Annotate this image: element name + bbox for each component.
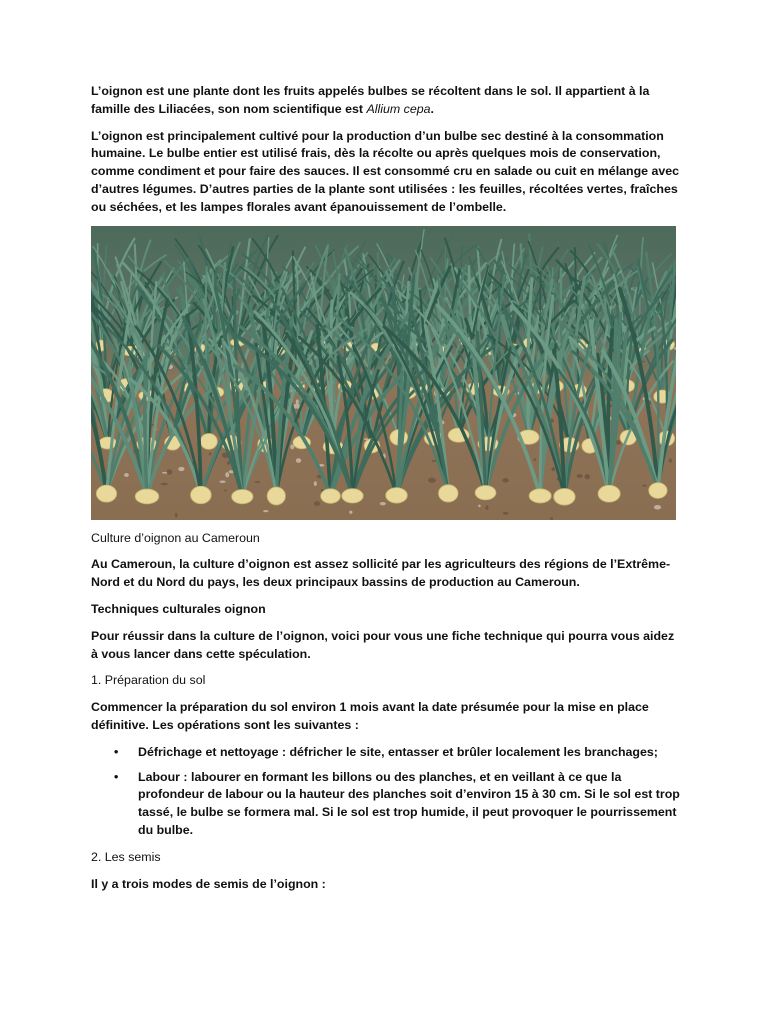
- onion-bulb: [232, 489, 253, 503]
- pebble: [167, 469, 173, 474]
- cameroun-paragraph: Au Cameroun, la culture d’oignon est assez sollicité par les agriculteurs des régions de l’Extrême-Nord et du Nord du pays, les deux principaux bassins de production au Cameroun.: [91, 557, 671, 590]
- onion-field-photo: [91, 226, 676, 520]
- bullet-text: Labour : labourer en formant les billons ou des planches, et en veillant à ce que la profondeur de labour ou la hauteur des planches soit d’environ 15 à 30 cm. Si le sol est trop tassé, le bulbe se formera mal. Si le sol est trop humide, il peut provoquer le pourrissement du bulbe.: [138, 769, 680, 837]
- onion-bulb: [649, 482, 667, 498]
- intro-paragraph-2: L’oignon est principalement cultivé pour la production d’un bulbe sec destiné à la consommation humaine. Le bulbe entier est utilisé frais, dès la récolte ou après quelques mois de conservation, comme condiment et pour faire des sauces. Il est consommé cru en salade ou cuit en mélange avec d’autres légumes. D’autres parties de la plante sont utilisées : les feuilles, récoltées vertes, fraîches ou séchées, et les lampes florales avant épanouissement de l’ombelle.: [91, 128, 680, 214]
- section-1-paragraph: Commencer la préparation du sol environ 1 mois avant la date présumée pour la mise en place définitive. Les opérations sont les suivantes :: [91, 700, 649, 732]
- intro-end: .: [430, 101, 434, 116]
- onion-bulb: [321, 488, 341, 503]
- onion-bulb: [386, 487, 408, 502]
- scientific-name: Allium cepa: [366, 101, 431, 116]
- techniques-paragraph: Pour réussir dans la culture de l’oignon, voici pour vous une fiche technique qui pourra vous aidez à vous lancer dans cette spéculation.: [91, 628, 675, 661]
- onion-bulb: [267, 487, 285, 505]
- onion-bulb: [529, 488, 551, 502]
- pebble: [428, 477, 436, 482]
- pebble: [551, 467, 555, 471]
- pebble: [254, 481, 260, 483]
- onion-field-image: [91, 226, 676, 520]
- onion-bulb: [554, 488, 575, 505]
- intro-text: L’oignon est une plante dont les fruits appelés bulbes se récoltent dans le sol. Il appartient à la famille des Liliacées, son nom scientifique est: [91, 84, 650, 116]
- bullet-text: Défrichage et nettoyage : défricher le site, entasser et brûler localement les branchages;: [138, 744, 658, 759]
- onion-bulb: [200, 433, 217, 449]
- pebble: [503, 511, 509, 514]
- pebble: [642, 484, 646, 486]
- onion-bulb: [191, 486, 212, 503]
- pebble: [585, 474, 590, 479]
- section-1-bullet-list: [91, 744, 681, 840]
- pebble: [160, 482, 167, 485]
- photo-caption: Culture d’oignon au Cameroun: [91, 530, 260, 545]
- section-2-paragraph: Il y a trois modes de semis de l’oignon :: [91, 876, 326, 891]
- bullet-icon: •: [114, 769, 119, 784]
- bullet-item: [91, 744, 681, 762]
- pebble: [296, 458, 301, 463]
- onion-bulb: [342, 488, 363, 502]
- pebble: [219, 480, 225, 482]
- onion-bulb: [439, 484, 459, 501]
- onion-bulb: [598, 485, 620, 502]
- section-1-heading: 1. Préparation du sol: [91, 673, 206, 688]
- pebble: [502, 478, 508, 482]
- document-page: [91, 83, 681, 902]
- intro-paragraph-1: [91, 83, 681, 119]
- pebble: [654, 505, 661, 510]
- pebble: [263, 510, 269, 512]
- techniques-heading: Techniques culturales oignon: [91, 601, 266, 616]
- pebble: [314, 501, 320, 506]
- pebble: [669, 458, 672, 462]
- pebble: [225, 472, 229, 477]
- onion-bulb: [99, 437, 117, 449]
- pebble: [577, 474, 583, 478]
- pebble: [209, 452, 212, 455]
- pebble: [178, 466, 184, 470]
- pebble: [314, 481, 317, 486]
- onion-bulb: [475, 485, 496, 499]
- onion-bulb: [135, 489, 159, 504]
- pebble: [224, 489, 227, 491]
- pebble: [227, 461, 230, 465]
- onion-bulb: [96, 485, 116, 502]
- bullet-item: [91, 769, 681, 840]
- section-2-heading: 2. Les semis: [91, 849, 161, 864]
- pebble: [380, 502, 386, 505]
- bullet-icon: •: [114, 744, 119, 759]
- pebble: [534, 458, 537, 460]
- pebble: [349, 510, 352, 513]
- pebble: [432, 460, 437, 462]
- pebble: [296, 399, 299, 404]
- pebble: [175, 512, 177, 517]
- pebble: [478, 504, 481, 506]
- pebble: [124, 473, 129, 477]
- pebble: [485, 505, 488, 510]
